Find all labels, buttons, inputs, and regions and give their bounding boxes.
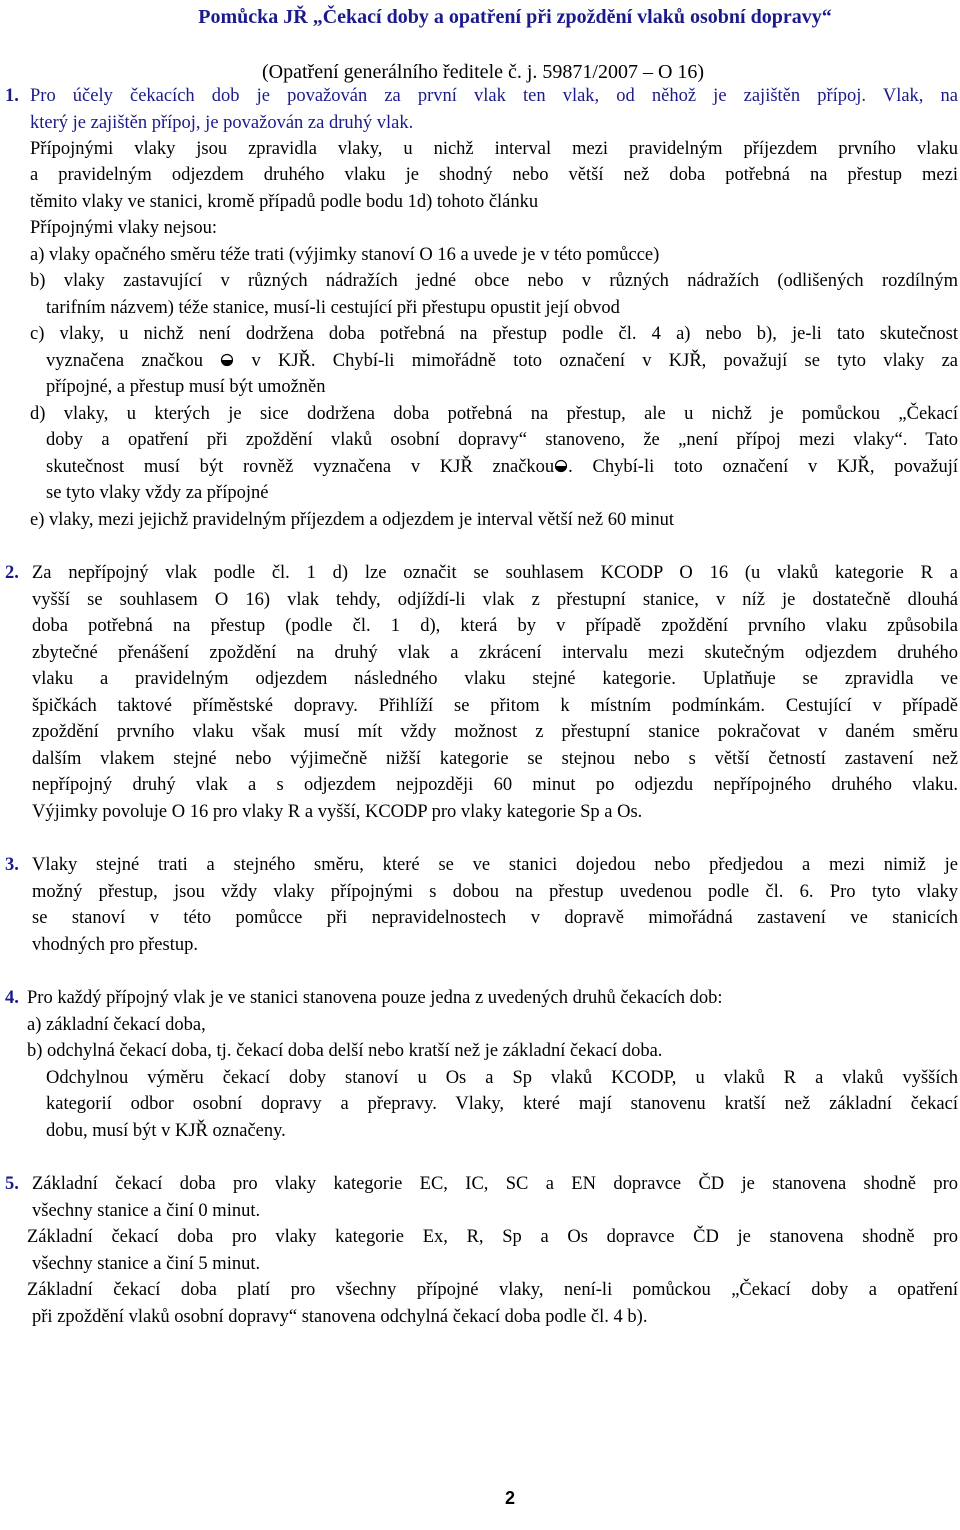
section-line: vhodných pro přestup. <box>32 935 198 955</box>
section-line: zpoždění prvního vlaku však musí mít vždy možnost z přestupní stanice pokračovat v daném směru <box>32 722 958 742</box>
section-line: Přípojnými vlaky nejsou: <box>30 218 218 238</box>
section-line: vlaku a pravidelným odjezdem následného vlaku stejné kategorie. Uplatňuje se zpravidla ve <box>32 669 958 689</box>
section-line: a pravidelným odjezdem druhého vlaku je shodný nebo větší než doba potřebná na přestup mezi <box>30 165 958 185</box>
section-line: Přípojnými vlaky jsou zpravidla vlaky, u nichž interval mezi pravidelným příjezdem prvního vlaku <box>30 139 958 159</box>
section-number: 1. <box>5 86 19 106</box>
section-line: Za nepřípojný vlak podle čl. 1 d) lze označit se souhlasem KCODP O 16 (u vlaků kategorie R a <box>32 563 958 583</box>
list-item-c-text: v KJŘ. Chybí-li mimořádně toto označení v KJŘ, považují se tyto vlaky za <box>251 351 958 371</box>
section-line: kategorií odbor osobní dopravy a přepravy. Vlaky, které mají stanovenu kratší než základní čekací <box>46 1094 958 1114</box>
section-line: Odchylnou výměru čekací doby stanoví u Os a Sp vlaků KCODP, u vlaků R a vlaků vyšších <box>46 1068 958 1088</box>
section-line: zbytečné přenášení zpoždění na druhý vlak a zkrácení intervalu mezi skutečným odjezdem druhého <box>32 643 958 663</box>
list-item-c-cont: přípojné, a přestup musí být umožněn <box>46 377 326 397</box>
section-line: při zpoždění vlaků osobní dopravy“ stanovena odchylná čekací doba podle čl. 4 b). <box>32 1307 648 1327</box>
section-number: 4. <box>5 988 19 1008</box>
list-item-b: b) odchylná čekací doba, tj. čekací doba delší nebo kratší než je základní čekací doba. <box>27 1041 663 1061</box>
section-line: těmito vlaky ve stanici, kromě případů podle bodu 1d) tohoto článku <box>30 192 539 212</box>
list-item-e: e) vlaky, mezi jejichž pravidelným příjezdem a odjezdem je interval větší než 60 minut <box>30 510 675 530</box>
section-line: Výjimky povoluje O 16 pro vlaky R a vyšší, KCODP pro vlaky kategorie Sp a Os. <box>32 802 643 822</box>
section-line: vyšší se souhlasem O 16) vlak tehdy, odjíždí-li vlak z přestupní stanice, v níž je dostatečně dlouhá <box>32 590 958 610</box>
section-number: 5. <box>5 1174 19 1194</box>
section-line: nepřípojný druhý vlak a s odjezdem nejpozději 60 minut po odjezdu nepřípojného druhého vlaku. <box>32 775 958 795</box>
list-item-a: a) základní čekací doba, <box>27 1015 206 1035</box>
section-line: Základní čekací doba pro vlaky kategorie Ex, R, Sp a Os dopravce ČD je stanovena shodně pro <box>27 1227 958 1247</box>
list-item-b: b) vlaky zastavující v různých nádražích jedné obce nebo v různých nádražích (odlišených rozdílným <box>30 271 958 291</box>
section-line: Základní čekací doba pro vlaky kategorie EC, IC, SC a EN dopravce ČD je stanovena shodně pro <box>32 1174 958 1194</box>
section-number: 3. <box>5 855 19 875</box>
list-item-b-cont: tarifním názvem) téže stanice, musí-li cestující při přestupu opustit její obvod <box>46 298 620 318</box>
list-item-c-cont <box>46 348 958 374</box>
section-line: Pro účely čekacích dob je považován za první vlak ten vlak, od něhož je zajištěn přípoj. Vlak, na <box>30 86 958 106</box>
section-line: Vlaky stejné trati a stejného směru, které se ve stanici dojedou nebo předjedou a mezi nimiž je <box>32 855 958 875</box>
document-title: Pomůcka JŘ „Čekací doby a opatření při zpoždění vlaků osobní dopravy“ <box>198 6 832 28</box>
circle-half-filled-icon <box>554 459 568 473</box>
section-number: 2. <box>5 563 19 583</box>
section-line: možný přestup, jsou vždy vlaky přípojnými s dobou na přestup uvedenou podle čl. 6. Pro tyto vlaky <box>32 882 958 902</box>
document-subtitle: (Opatření generálního ředitele č. j. 59871/2007 – O 16) <box>262 61 705 83</box>
list-item-d-text: skutečnost musí být rovněž vyznačena v KJŘ značkou <box>46 457 555 477</box>
section-line: doba potřebná na přestup (podle čl. 1 d), která by v případě zpoždění prvního vlaku způsobila <box>32 616 958 636</box>
section-line: špičkách taktové příměstské dopravy. Přihlíží se přitom k místním podmínkám. Cestující v případě <box>32 696 958 716</box>
list-item-a: a) vlaky opačného směru téže trati (výjimky stanoví O 16 a uvede je v této pomůcce) <box>30 245 660 265</box>
section-line: který je zajištěn přípoj, je považován za druhý vlak. <box>30 113 414 133</box>
section-line: Pro každý přípojný vlak je ve stanici stanovena pouze jedna z uvedených druhů čekacích dob: <box>27 988 723 1008</box>
section-line: dobu, musí být v KJŘ označeny. <box>46 1121 286 1141</box>
list-item-c: c) vlaky, u nichž není dodržena doba potřebná na přestup podle čl. 4 a) nebo b), je-li tato skutečnost <box>30 324 958 344</box>
list-item-d-cont <box>46 454 958 480</box>
list-item-c-text: vyznačena značkou <box>46 351 203 371</box>
section-line: dalším vlakem stejné nebo výjimečně nižší kategorie se stejnou nebo s větší četností zastavení než <box>32 749 958 769</box>
section-line: se stanoví v této pomůcce při nepravidelnostech v dopravě mimořádná zastavení ve stanicích <box>32 908 958 928</box>
section-line: Základní čekací doba platí pro všechny přípojné vlaky, není-li pomůckou „Čekací doby a opatření <box>27 1280 958 1300</box>
list-item-d-cont: se tyto vlaky vždy za přípojné <box>46 483 269 503</box>
page-number: 2 <box>505 1488 516 1508</box>
section-line: všechny stanice a činí 0 minut. <box>32 1201 261 1221</box>
list-item-d-cont: doby a opatření při zpoždění vlaků osobní dopravy“ stanoveno, že „není přípoj mezi vlaky“. Tato <box>46 430 958 450</box>
section-line: všechny stanice a činí 5 minut. <box>32 1254 261 1274</box>
list-item-d: d) vlaky, u kterých je sice dodržena doba potřebná na přestup, ale u nichž je pomůckou „Čekací <box>30 404 958 424</box>
list-item-d-text: . Chybí-li toto označení v KJŘ, považují <box>568 457 958 477</box>
circle-half-filled-icon <box>220 353 234 367</box>
